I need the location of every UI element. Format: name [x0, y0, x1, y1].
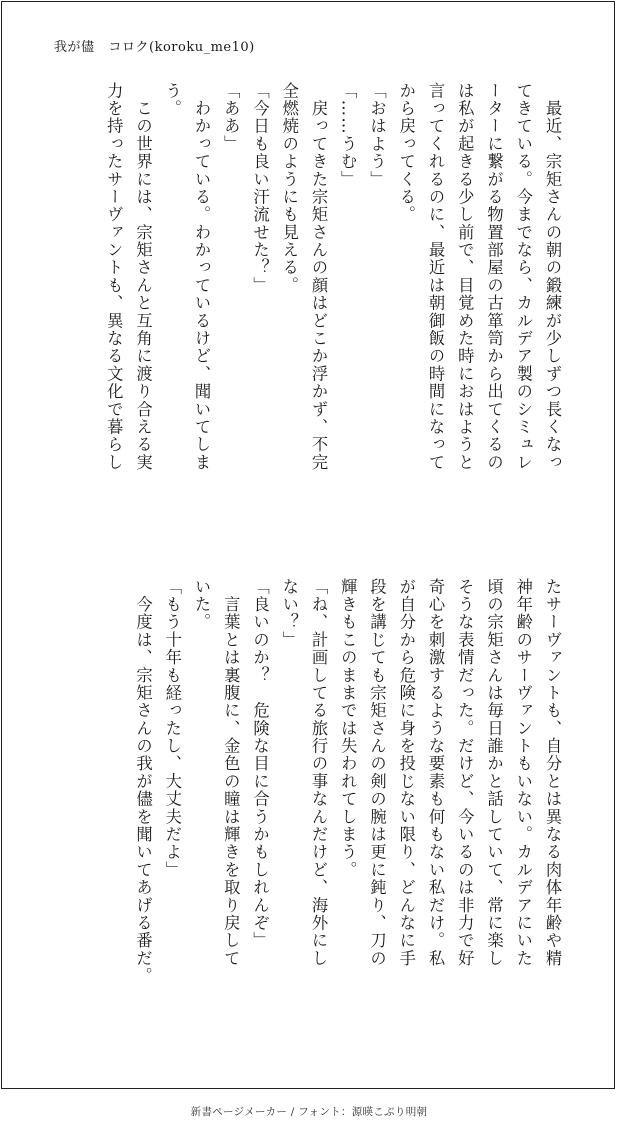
text-line: 奇心を刺激するような要素も何もない私だけ。私: [426, 578, 445, 968]
text-line: 「良いのか？ 危険な目に合うかもしれんぞ」: [250, 578, 270, 950]
text-line: ない？」: [279, 578, 299, 649]
text-line: 力を持ったサーヴァントも、異なる文化で暮らし: [104, 82, 124, 472]
text-line: そうな表情だった。だけど、今いるのは非力で好: [455, 578, 475, 968]
text-line: 「おはよう」: [367, 82, 387, 189]
text-line: 今度は、宗矩さんの我が儘を聞いてあげる番だ。: [133, 578, 153, 985]
text-line: 言葉とは裏腹に、金色の瞳は輝きを取り戻して: [221, 578, 241, 968]
text-line: が自分から危険に身を投じない限り、どんなに手: [396, 578, 416, 968]
text-line: 「もう十年も経ったし、大丈夫だよ」: [162, 578, 182, 879]
text-line: は私が起きる少し前で、目覚めた時におはようと: [455, 82, 475, 472]
text-line: この世界には、宗矩さんと互角に渡り合える実: [133, 82, 153, 472]
text-line: 「ああ」: [221, 82, 241, 153]
text-line: てきている。今までなら、カルデア製のシミュレ: [513, 82, 533, 472]
text-block-top: [52, 82, 567, 522]
text-line: いた。: [192, 578, 211, 632]
text-line: 戻ってきた宗矩さんの顔はどこか浮かず、不完: [309, 82, 328, 472]
text-line: 段を講じても宗矩さんの剣の腕は更に鈍り、刀の: [367, 578, 387, 968]
text-line: 頃の宗矩さんは毎日誰かと話していて、常に楽し: [484, 578, 504, 968]
page-footer: 新書ページメーカー / フォント：源暎こぶり明朝: [190, 1106, 428, 1118]
text-line: から戻ってくる。: [396, 82, 416, 224]
text-line: 神年齢のサーヴァントもいない。カルデアにいた: [513, 578, 533, 968]
text-line: 輝きもこのままでは失われてしまう。: [338, 578, 358, 879]
text-line: わかっている。わかっているけど、聞いてしま: [192, 82, 211, 472]
text-line: 最近、宗矩さんの朝の鍛練が少しずつ長くなっ: [543, 82, 562, 472]
text-block-bottom: [52, 578, 567, 1018]
text-line: 「今日も良い汗流せた？」: [250, 82, 270, 295]
text-line: 言ってくれるのに、最近は朝御飯の時間になって: [426, 82, 445, 472]
text-line: たサーヴァントも、自分とは異なる肉体年齢や精: [543, 578, 562, 968]
text-line: 「……うむ」: [338, 82, 358, 189]
story-title: 我が儘: [54, 40, 95, 55]
page-header: [54, 36, 255, 55]
text-line: 全燃焼のようにも見える。: [279, 82, 299, 295]
text-line: う。: [162, 82, 182, 118]
text-line: 「ね、計画してる旅行の事なんだけど、海外にし: [309, 578, 328, 968]
author-name: コロク(koroku_me10): [108, 40, 255, 55]
text-line: ーターに繋がる物置部屋の古箪笥から出てくるの: [484, 82, 504, 472]
